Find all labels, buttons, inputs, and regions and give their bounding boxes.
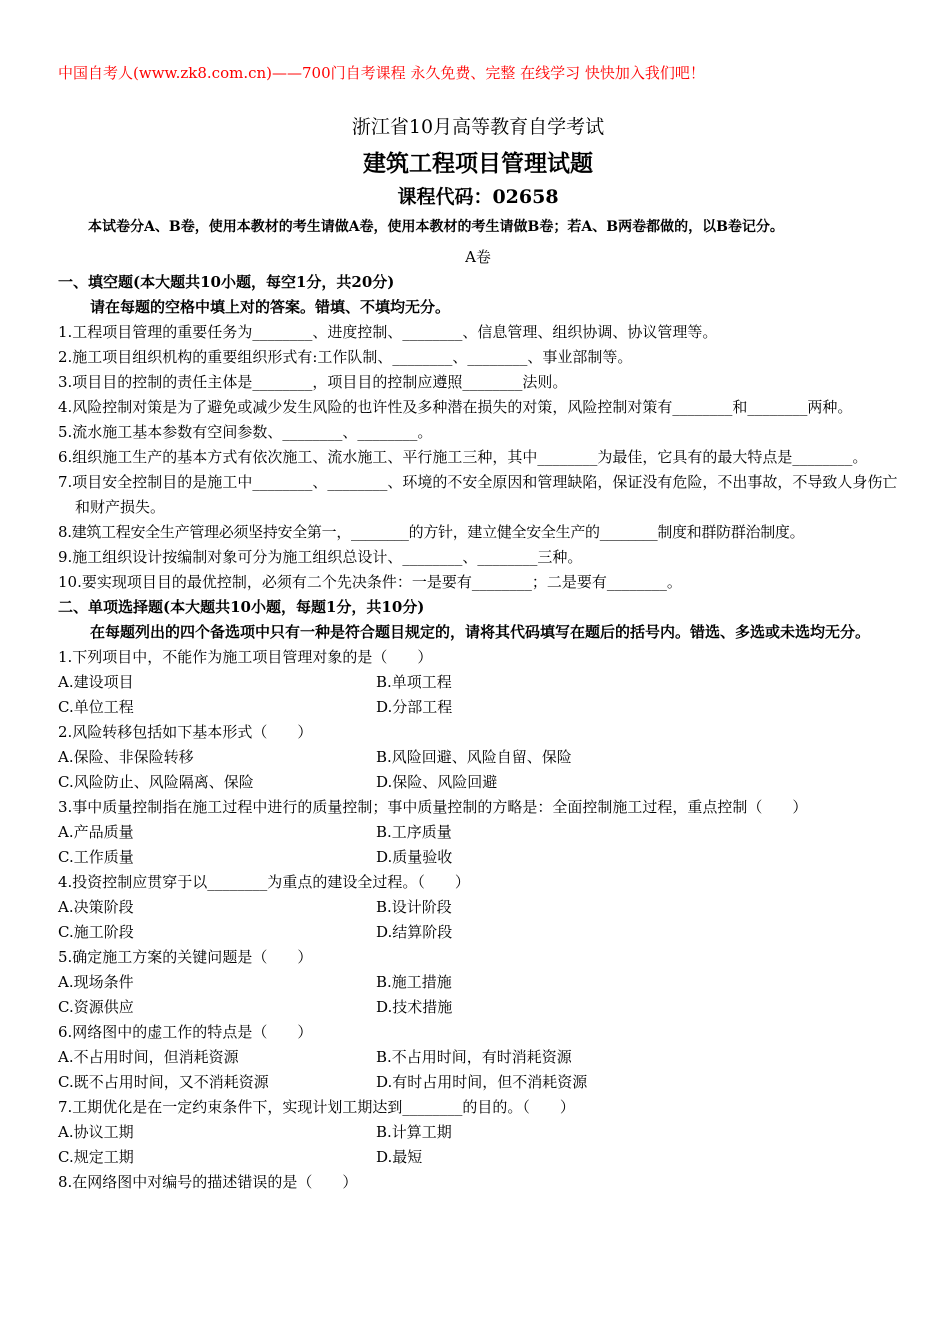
choice-question-5: 5.确定施工方案的关键问题是（ ） <box>58 948 313 966</box>
choice-question-7: 7.工期优化是在一定约束条件下，实现计划工期达到________的目的。（ ） <box>58 1098 575 1116</box>
exam-page <box>58 62 898 1195</box>
paper-a-label: A卷 <box>465 248 491 266</box>
fill-question-2: 2.施工项目组织机构的重要组织形式有:工作队制、________、________、事业部制等。 <box>58 348 633 366</box>
option-b: B.施工措施 <box>376 973 452 991</box>
exam-title: 浙江省10月高等教育自学考试 <box>351 116 605 138</box>
choice-options-row <box>58 995 898 1020</box>
option-d: D.结算阶段 <box>376 923 453 941</box>
choice-question-8: 8.在网络图中对编号的描述错误的是（ ） <box>58 1173 358 1191</box>
fill-question-5: 5.流水施工基本参数有空间参数、________、________。 <box>58 423 433 441</box>
option-d: D.质量验收 <box>376 848 453 866</box>
option-a: A.协议工期 <box>58 1123 134 1141</box>
fill-question-1: 1.工程项目管理的重要任务为________、进度控制、________、信息管理、组织协调、协议管理等。 <box>58 323 718 341</box>
option-c: C.风险防止、风险隔离、保险 <box>58 773 254 791</box>
option-a: A.保险、非保险转移 <box>58 748 194 766</box>
option-c: C.既不占用时间，又不消耗资源 <box>58 1073 269 1091</box>
exam-instructions: 本试卷分A、B卷，使用本教材的考生请做A卷，使用本教材的考生请做B卷；若A、B两卷都做的，以B卷记分。 <box>88 219 784 235</box>
option-a: A.决策阶段 <box>58 898 134 916</box>
option-d: D.分部工程 <box>376 698 453 716</box>
option-b: B.不占用时间，有时消耗资源 <box>376 1048 572 1066</box>
choice-options-row <box>58 1070 898 1095</box>
option-a: A.产品质量 <box>58 823 134 841</box>
section1-heading: 一、填空题(本大题共10小题，每空1分，共20分) <box>58 273 395 291</box>
fill-question-9: 9.施工组织设计按编制对象可分为施工组织总设计、________、________三种。 <box>58 548 583 566</box>
fill-question-6: 6.组织施工生产的基本方式有依次施工、流水施工、平行施工三种，其中________为最佳，它具有的最大特点是________。 <box>58 448 868 466</box>
section2-heading: 二、单项选择题(本大题共10小题，每题1分，共10分) <box>58 598 425 616</box>
choice-question-3: 3.事中质量控制指在施工过程中进行的质量控制；事中质量控制的方略是：全面控制施工过程，重点控制（ ） <box>58 798 808 816</box>
choice-options-row <box>58 895 898 920</box>
choice-options-row <box>58 695 898 720</box>
choice-question-6: 6.网络图中的虚工作的特点是（ ） <box>58 1023 313 1041</box>
choice-options-row <box>58 770 898 795</box>
option-d: D.有时占用时间，但不消耗资源 <box>376 1073 588 1091</box>
option-d: D.技术措施 <box>376 998 453 1016</box>
section1-note: 请在每题的空格中填上对的答案。错填、不填均无分。 <box>90 298 451 316</box>
choice-question-1: 1.下列项目中，不能作为施工项目管理对象的是（ ） <box>58 648 433 666</box>
option-a: A.现场条件 <box>58 973 134 991</box>
option-b: B.工序质量 <box>376 823 452 841</box>
section2-note: 在每题列出的四个备选项中只有一种是符合题目规定的，请将其代码填写在题后的括号内。错选、多选或未选均无分。 <box>90 623 871 641</box>
fill-question-3: 3.项目目的控制的责任主体是________，项目目的控制应遵照________法则。 <box>58 373 568 391</box>
option-b: B.计算工期 <box>376 1123 452 1141</box>
option-c: C.资源供应 <box>58 998 134 1016</box>
choice-question-2: 2.风险转移包括如下基本形式（ ） <box>58 723 313 741</box>
choice-question-4: 4.投资控制应贯穿于以________为重点的建设全过程。（ ） <box>58 873 470 891</box>
fill-question-8: 8.建筑工程安全生产管理必须坚持安全第一，________的方针，建立健全安全生产的________制度和群防群治制度。 <box>58 523 805 541</box>
option-c: C.施工阶段 <box>58 923 134 941</box>
choice-options-row <box>58 1145 898 1170</box>
option-c: C.工作质量 <box>58 848 134 866</box>
subject-title: 建筑工程项目管理试题 <box>363 150 593 177</box>
option-b: B.单项工程 <box>376 673 452 691</box>
option-a: A.建设项目 <box>58 673 134 691</box>
choice-options-row <box>58 745 898 770</box>
fill-question-7: 7.项目安全控制目的是施工中________、________、环境的不安全原因和管理缺陷，保证没有危险，不出事故，不导致人身伤亡和财产损失。 <box>58 473 898 516</box>
choice-options-row <box>58 970 898 995</box>
choice-options-row <box>58 1120 898 1145</box>
choice-options-row <box>58 845 898 870</box>
choice-options-row <box>58 670 898 695</box>
option-a: A.不占用时间，但消耗资源 <box>58 1048 239 1066</box>
fill-question-4: 4.风险控制对策是为了避免或减少发生风险的也许性及多种潜在损失的对策，风险控制对策有________和________两种。 <box>58 398 853 416</box>
fill-question-10: 10.要实现项目目的最优控制，必须有二个先决条件：一是要有________；二是要有________。 <box>58 573 682 591</box>
course-code: 课程代码：02658 <box>397 186 559 208</box>
option-d: D.最短 <box>376 1148 423 1166</box>
option-b: B.设计阶段 <box>376 898 452 916</box>
option-b: B.风险回避、风险自留、保险 <box>376 748 572 766</box>
option-c: C.单位工程 <box>58 698 134 716</box>
choice-options-row <box>58 1045 898 1070</box>
option-c: C.规定工期 <box>58 1148 134 1166</box>
choice-options-row <box>58 820 898 845</box>
choice-options-row <box>58 920 898 945</box>
option-d: D.保险、风险回避 <box>376 773 498 791</box>
site-banner: 中国自考人(www.zk8.com.cn)——700门自考课程 永久免费、完整 在线学习 快快加入我们吧！ <box>58 64 705 82</box>
